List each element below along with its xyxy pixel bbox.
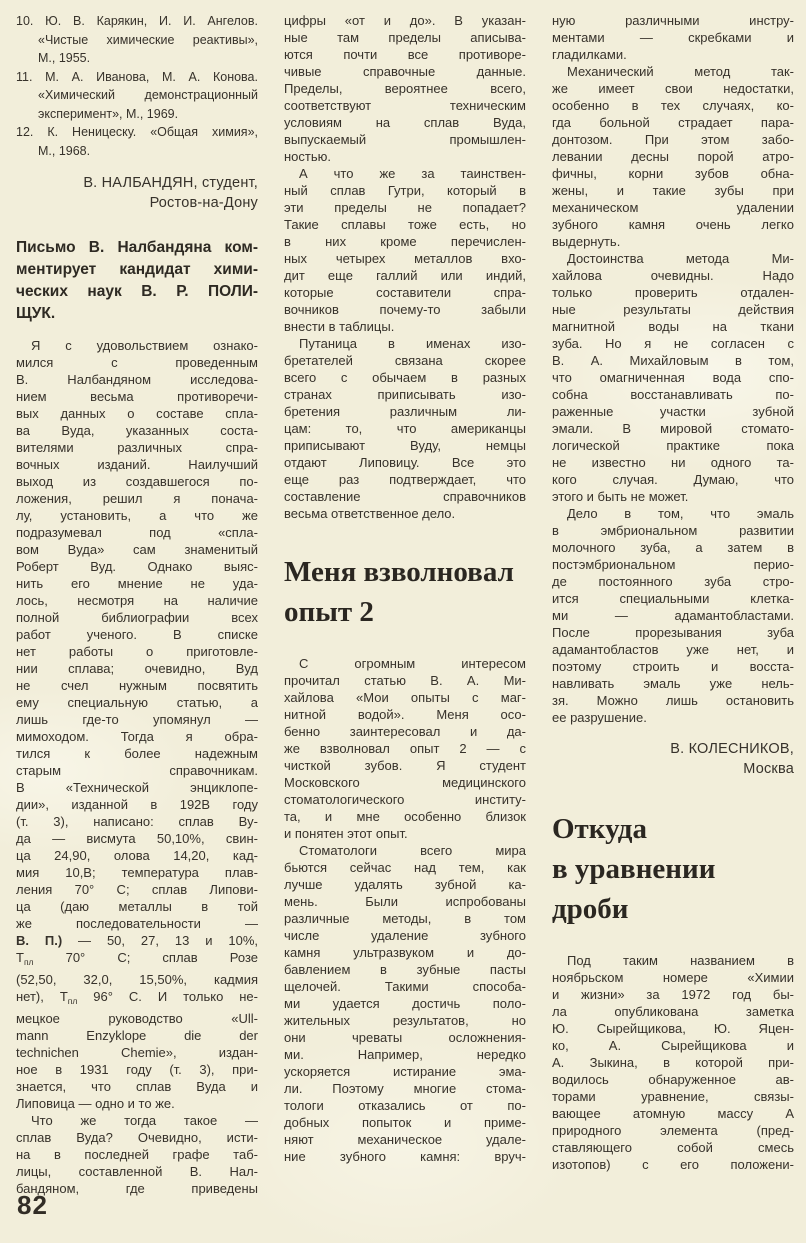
text-line: technichen Chemie», издан- (16, 1045, 258, 1060)
text-line: $Т_{пл}$ 70° С; сплав Розе (16, 950, 258, 967)
paragraph (284, 655, 526, 842)
text-line: Меня взволновал (284, 556, 514, 588)
text-line: кого случая. Думаю, что (552, 472, 794, 487)
text-line: Путаница в именах изо- (299, 336, 526, 351)
text-line: нитной водой». Меня осо- (284, 707, 526, 722)
text-line: чивые справочные данные. (284, 64, 526, 79)
text-line: Липовица — одно и то же. (16, 1096, 175, 1111)
text-line: природного элемента (пред- (552, 1123, 794, 1138)
text-line: ему специальную статью, а (16, 695, 258, 710)
text-line: та, и мне особенно близок (284, 809, 526, 824)
text-line: странах приписывать изо- (284, 387, 526, 402)
text-line: М., 1955. (38, 51, 91, 65)
text-line: выдернуть. (552, 234, 621, 249)
text-line: В. Налбандяном исследова- (16, 372, 258, 387)
text-line: вающее атомную массу А (552, 1106, 794, 1121)
text-line: После прорезывания зуба (552, 625, 794, 640)
paragraph (552, 250, 794, 505)
text-line: мецкое руководство «Ull- (16, 1011, 258, 1026)
text-line: вителями различных спра- (16, 440, 258, 455)
text-line: дии», изданной в 192В году (16, 797, 258, 812)
text-line: В. П.) — 50, 27, 13 и 10%, (16, 933, 258, 948)
text-line: они чреваты осложнения- (284, 1030, 526, 1045)
text-line: магнитной воды на ткани (552, 319, 794, 334)
text-line: Ю. Сырейщикова, Ю. Яцен- (552, 1021, 794, 1036)
text-line: В. А. Михайловым в том, (552, 353, 794, 368)
text-line: В «Технической энциклопе- (16, 780, 258, 795)
text-line: водилось обнаруженное ав- (552, 1072, 794, 1087)
text-line: гладилками. (552, 47, 627, 62)
text-line: бретателей связана скорее (284, 353, 526, 368)
article-heading (284, 552, 526, 632)
text-line: зуба. Но я не согласен с (552, 336, 794, 351)
text-line: мень. Были испробованы (284, 894, 526, 909)
signature (16, 173, 258, 213)
text-line: соответствуют техническим (284, 98, 526, 113)
text-line: тологи отказались от по- (284, 1098, 526, 1113)
text-line: А. Зыкина, в которой при- (552, 1055, 794, 1070)
text-line: ные результаты действия (552, 302, 794, 317)
text-line: в эмбриональном развитии (552, 523, 794, 538)
reference-item (16, 12, 258, 68)
text-line: всего с обычаем в разных (284, 370, 526, 385)
text-line: 11. М. А. Иванова, М. А. Конова. (16, 69, 258, 84)
text-line: полной библиографии всех (16, 610, 258, 625)
text-line: нием весьма противоречи- (16, 389, 258, 404)
text-line: Роберт Вуд. Однако выяс- (16, 559, 258, 574)
text-line: Такие сплавы тоже есть, но (284, 217, 526, 232)
text-line: в них кроме перечислен- (284, 234, 526, 249)
text-line: выпускаемый промышлен- (284, 132, 526, 147)
text-line: ее разрушение. (552, 710, 647, 725)
text-line: Что же тогда такое — (31, 1113, 258, 1128)
text-line: внести в таблицы. (284, 319, 395, 334)
text-line: не счел нужным посвятить (16, 678, 258, 693)
text-line: Достоинства метода Ми- (567, 251, 794, 266)
text-line: лишь где-то упомянул — (16, 712, 258, 727)
text-line: лицы, составленной В. Нал- (16, 1164, 258, 1179)
text-line: ли. Поэтому многие стома- (284, 1081, 526, 1096)
text-line: числе удаление зубного (284, 928, 526, 943)
text-line: де постоянного зуба стро- (552, 574, 794, 589)
text-line: ментами — скребками и (552, 30, 794, 45)
text-line: механическом удалении (552, 200, 794, 215)
text-line: опыт 2 (284, 596, 374, 628)
lead-paragraph (16, 237, 258, 325)
text-line: ную различными инстру- (552, 13, 794, 28)
text-line: да — висмута 50,10%, свин- (16, 831, 258, 846)
text-line: и жизни» за 1972 год бы- (552, 987, 794, 1002)
text-line: прочитал статью В. А. Ми- (284, 673, 526, 688)
text-line: ми — адамантобластами. (552, 608, 794, 623)
paragraph (284, 12, 526, 165)
text-line: тился к более надежным (16, 746, 258, 761)
text-line: щелочей. Такими способа- (284, 979, 526, 994)
text-line: добных попыток и приме- (284, 1115, 526, 1130)
text-line: эксперимент», М., 1969. (38, 106, 179, 121)
text-line: ко, А. Сырейщикова и (552, 1038, 794, 1053)
text-line: адамантобластов уже нет, и (552, 642, 794, 657)
text-line: знается, что сплав Вуда и (16, 1079, 258, 1094)
text-line: «Чистые химические реактивы», (38, 32, 258, 47)
text-line: Дело в том, что эмаль (567, 506, 794, 521)
text-line: постэмбриональном перио- (552, 557, 794, 572)
page-number: 82 (17, 1190, 48, 1220)
text-line: собна восстанавливать по- (552, 387, 794, 402)
text-line: мимоходом. Тогда я обра- (16, 729, 258, 744)
text-line: мился с проведенным (16, 355, 258, 370)
paragraph (284, 842, 526, 1165)
text-line: Пределы, вероятнее всего, (284, 81, 526, 96)
column-1 (16, 12, 258, 1197)
text-line: левании десны порой атро- (552, 149, 794, 164)
text-line: навливать эмаль уже нель- (552, 676, 794, 691)
paragraph (552, 505, 794, 726)
text-line: ложения, решил я понача- (16, 491, 258, 506)
paragraph (284, 165, 526, 335)
text-line: mann Enzyklope die der (16, 1028, 258, 1043)
text-line: бенно заинтересовал и да- (284, 724, 526, 739)
text-line: «Химический демонстрационный (38, 88, 258, 102)
text-line: изотопов) с его положени- (552, 1157, 794, 1172)
text-line: старым справочникам. (16, 763, 258, 778)
text-line: фичны, корни зубов обна- (552, 166, 794, 181)
text-line: 12. К. Неницеску. «Общая химия», (16, 125, 258, 139)
text-line: весьма ответственное дело. (284, 506, 456, 521)
text-line: ла опубликована заметка (552, 1004, 794, 1019)
text-line: С огромным интересом (299, 656, 526, 671)
text-line: ных четырех металлов вхо- (284, 251, 526, 266)
text-line: ца (даю металлы в той (16, 899, 258, 914)
text-line: нет), $Т_{пл}$ 96° С. И только не- (16, 989, 258, 1006)
text-line: только проверить отдален- (552, 285, 794, 300)
text-line: ца 24,90, олова 14,20, кад- (16, 848, 258, 863)
reference-item (16, 68, 258, 124)
text-line: различные методы, в том (284, 911, 526, 926)
text-line: на в последней графе таб- (16, 1147, 258, 1162)
text-line: же последовательности — (16, 916, 258, 931)
text-line: ми. Например, нередко (284, 1047, 526, 1062)
text-line: нить его мнение не уда- (16, 576, 258, 591)
text-line: ностью. (284, 149, 331, 164)
text-line: ются почти все противоре- (284, 47, 526, 62)
text-line: зя. Можно лишь остановить (552, 693, 794, 708)
text-line: Механический метод так- (567, 64, 794, 79)
text-line: Я с удовольствием ознако- (31, 338, 258, 353)
text-line: работ ученого. В списке (16, 627, 258, 642)
paragraph (284, 335, 526, 522)
text-line: молочного зуба, а затем в (552, 540, 794, 555)
text-line: (52,50, 32,0, 15,50%, кадмия (16, 972, 258, 987)
text-line: что омагниченная вода спо- (552, 370, 794, 385)
text-line: вочных изданий. Наилучший (16, 457, 258, 472)
text-line: ноябрьском номере «Химии (552, 970, 794, 985)
text-line: не известно ни одного та- (552, 455, 794, 470)
text-line: ставляющего собой смесь (552, 1140, 794, 1155)
text-line: Письмо В. Налбандяна ком- (16, 239, 258, 256)
text-line: М., 1968. (38, 143, 91, 158)
text-line: Стоматологи всего мира (299, 843, 526, 858)
paragraph (16, 337, 258, 1112)
text-line: же имеет свои недостатки, (552, 81, 794, 96)
text-line: чисткой зубов. Я студент (284, 758, 526, 773)
text-line: особенно в тех случаях, ко- (552, 98, 794, 113)
text-line: цифры «от и до». В указан- (284, 13, 526, 28)
text-line: составление справочников (284, 489, 526, 504)
text-line: жительных результатов, но (284, 1013, 526, 1028)
text-line: ный сплав Гутри, который в (284, 183, 526, 198)
text-line: сплав Вуда? Очевидно, исти- (16, 1130, 258, 1145)
text-line: лось, несмотря на наличие (16, 593, 258, 608)
article-heading (552, 809, 794, 929)
column-3 (552, 12, 794, 1197)
text-line: ми удается достичь поло- (284, 996, 526, 1011)
text-line: донтозом. При этом забо- (552, 132, 794, 147)
text-line: Под таким названием в (567, 953, 794, 968)
text-line: вых данных о составе спла- (16, 406, 258, 421)
text-line: и понятен этот опыт. (284, 826, 408, 841)
text-line: ва Вуда, указанных соста- (16, 423, 258, 438)
text-line: дроби (552, 893, 629, 925)
text-line: в уравнении (552, 853, 716, 885)
text-line: гда больной страдает пара- (552, 115, 794, 130)
text-line: ментирует кандидат хими- (16, 261, 258, 278)
text-line: поэтому строить и восста- (552, 659, 794, 674)
text-line: лу, установить, а что же (16, 508, 258, 523)
text-line: цам: то, что американцы (284, 421, 526, 436)
paragraph (552, 63, 794, 250)
text-line: нет работы о приготовле- (16, 644, 258, 659)
text-line: ления 70° С; сплав Липови- (16, 882, 258, 897)
text-line: ческих наук В. Р. ПОЛИ- (16, 283, 258, 300)
text-line: Ростов-на-Дону (149, 195, 258, 211)
text-line: камня ультразвуком и до- (284, 945, 526, 960)
text-line: зубного камня очень легко (552, 217, 794, 232)
text-line: ное в 1931 году (т. 3), при- (16, 1062, 258, 1077)
text-line: же взволновал опыт 2 — с (284, 741, 526, 756)
text-line: бавлением в зубные пасты (284, 962, 526, 977)
text-line: раженные участки зубной (552, 404, 794, 419)
column-2 (284, 12, 526, 1197)
paragraph (552, 952, 794, 1173)
text-line: бретения различным ли- (284, 404, 526, 419)
text-line: няют механическое удале- (284, 1132, 526, 1147)
text-line: дит еще галлий или индий, (284, 268, 526, 283)
text-line: еще раз подтверждает, что (284, 472, 526, 487)
signature (552, 739, 794, 779)
text-line: жены, и такие зубы при (552, 183, 794, 198)
text-line: хайлова очевидны. Надо (552, 268, 794, 283)
text-line: (т. 3), написано: сплав Ву- (16, 814, 258, 829)
text-line: ится специальными клетка- (552, 591, 794, 606)
text-line: В. КОЛЕСНИКОВ, (670, 741, 794, 757)
text-line: Московского медицинского (284, 775, 526, 790)
text-line: подразумевал под «спла- (16, 525, 258, 540)
paragraph (552, 12, 794, 63)
text-line: Москва (743, 761, 794, 777)
text-line: стоматологического институ- (284, 792, 526, 807)
text-line: эти пределы не попадает? (284, 200, 526, 215)
text-line: бандяном, где приведены (16, 1181, 258, 1196)
text-line: которые составители спра- (284, 285, 526, 300)
text-line: отдают Липовицу. Все это (284, 455, 526, 470)
text-line: ные там пределы аписыва- (284, 30, 526, 45)
text-line: А что же за таинствен- (299, 166, 526, 181)
text-line: бьются сейчас над тем, как (284, 860, 526, 875)
text-line: В. НАЛБАНДЯН, студент, (83, 175, 258, 191)
text-line: приписывают Вуду, немцы (284, 438, 526, 453)
text-line: Откуда (552, 813, 647, 845)
paragraph (16, 1112, 258, 1197)
text-line: нии сплава; очевидно, Вуд (16, 661, 258, 676)
text-line: мия 10,В; температура плав- (16, 865, 258, 880)
text-line: логической практике пока (552, 438, 794, 453)
text-line: условиям на сплав Вуда, (284, 115, 526, 130)
text-line: хайлова «Мои опыты с маг- (284, 690, 526, 705)
text-line: ЩУК. (16, 305, 56, 322)
text-line: торами уравнение, связы- (552, 1089, 794, 1104)
text-line: ние зубного камня: вруч- (284, 1149, 526, 1164)
text-line: ускоряется истирание эма- (284, 1064, 526, 1079)
reference-item (16, 123, 258, 160)
text-line: вом Вуда» сам знаменитый (16, 542, 258, 557)
text-line: вочников почему-то забыли (284, 302, 526, 317)
text-line: 10. Ю. В. Карякин, И. И. Ангелов. (16, 14, 258, 28)
text-line: выход из создавшегося по- (16, 474, 258, 489)
text-line: лучше удалять зубной ка- (284, 877, 526, 892)
text-line: этого и быть не может. (552, 489, 689, 504)
text-line: эмали. В мировой стомато- (552, 421, 794, 436)
